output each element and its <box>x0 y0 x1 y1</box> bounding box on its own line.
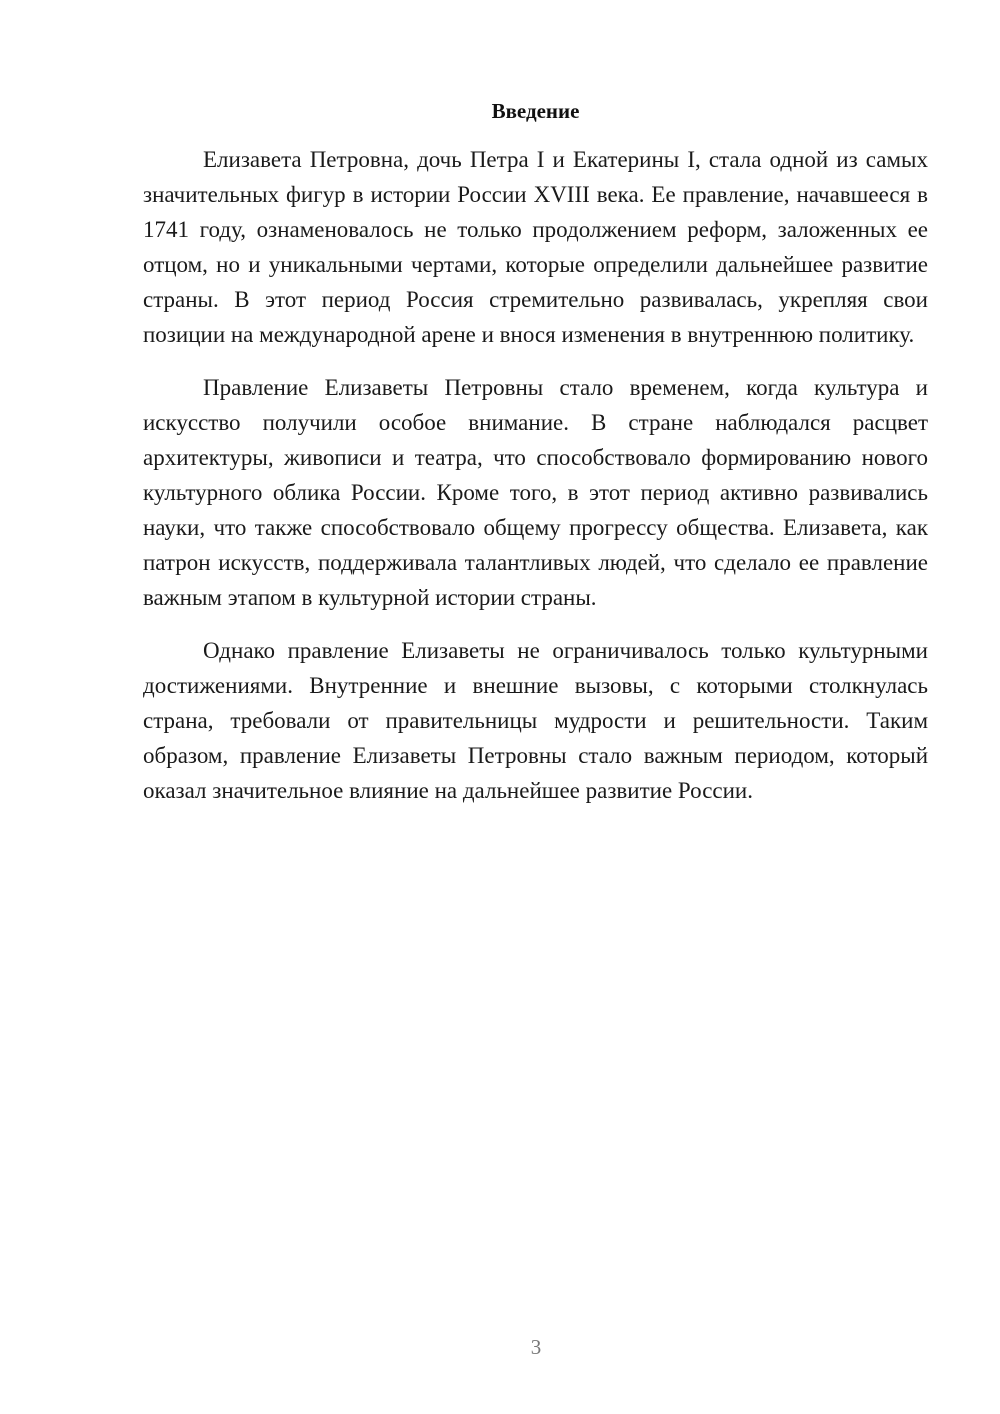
paragraph: Однако правление Елизаветы не ограничивалось только культурными достижениями. Внутренние и внешние вызовы, с которыми столкнулась страна, требовали от правительницы мудрости и решительности. Таким образом, правление Елизаветы Петровны стало важным периодом, который оказал значительное влияние на дальнейшее развитие России. <box>143 638 928 803</box>
section-heading: Введение <box>491 99 580 123</box>
paragraph: Правление Елизаветы Петровны стало временем, когда культура и искусство получили особое внимание. В стране наблюдался расцвет архитектуры, живописи и театра, что способствовало формированию нового культурного облика России. Кроме того, в этот период активно развивались науки, что также способствовало общему прогрессу общества. Елизавета, как патрон искусств, поддерживала талантливых людей, что сделало ее правление важным этапом в культурной истории страны. <box>143 375 928 610</box>
page-number: 3 <box>530 1335 542 1359</box>
body-text <box>143 142 928 826</box>
paragraph: Елизавета Петровна, дочь Петра I и Екатерины I, стала одной из самых значительных фигур в истории России XVIII века. Ее правление, начавшееся в 1741 году, ознаменовалось не только продолжением реформ, заложенных ее отцом, но и уникальными чертами, которые определили дальнейшее развитие страны. В этот период Россия стремительно развивалась, укрепляя свои позиции на международной арене и внося изменения в внутреннюю политику. <box>143 147 928 347</box>
